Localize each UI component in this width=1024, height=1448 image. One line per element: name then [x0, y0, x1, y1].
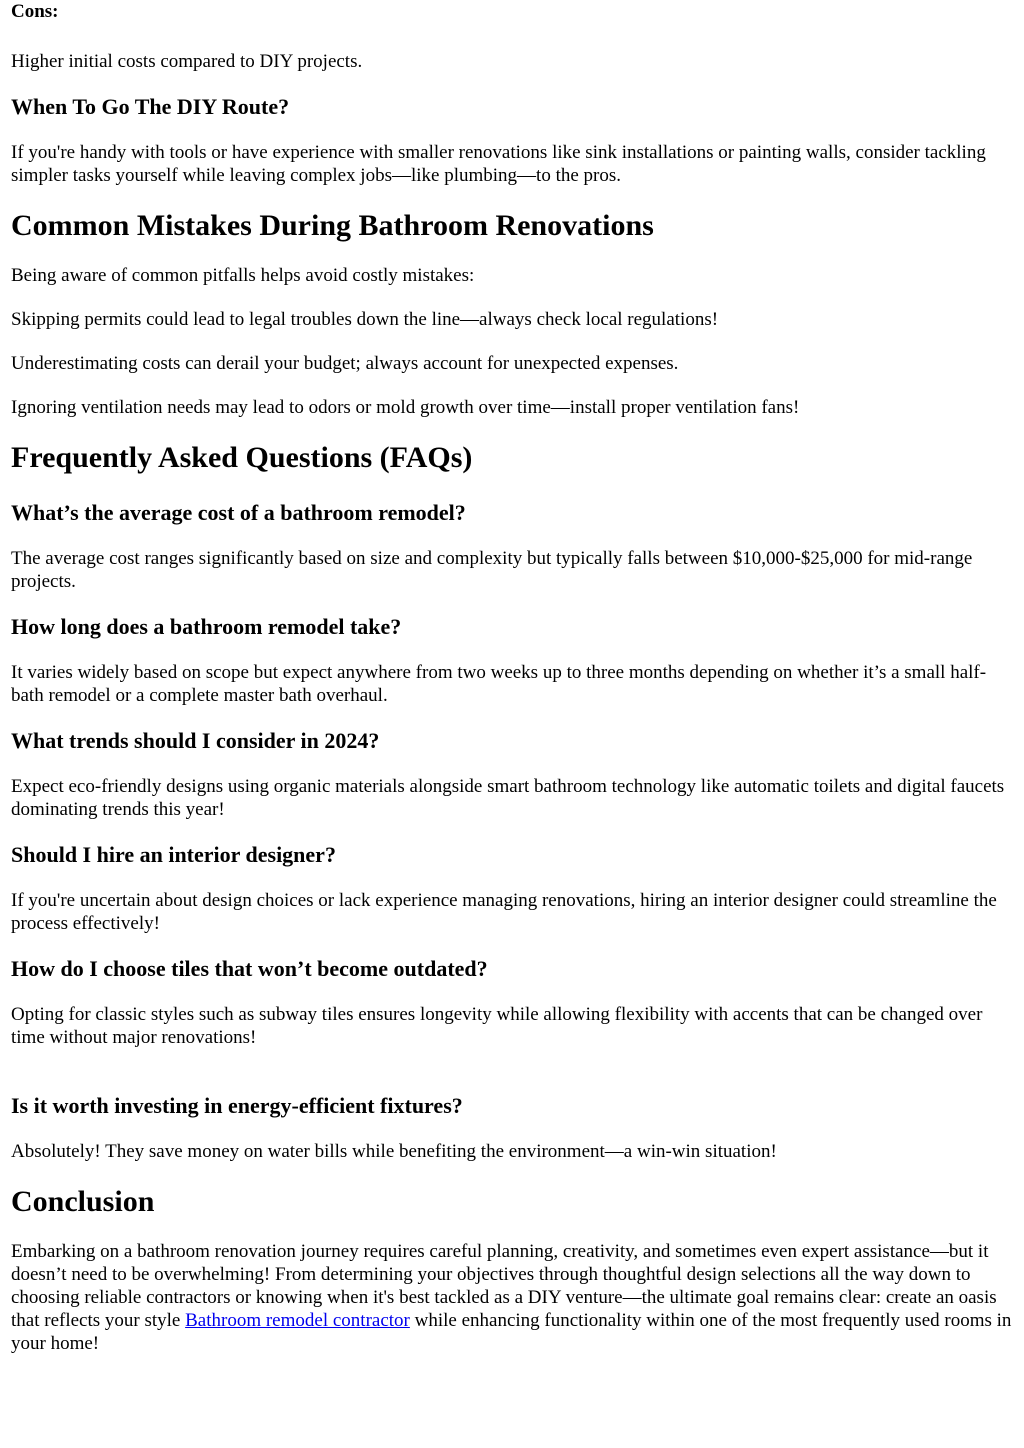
- faq-question: What’s the average cost of a bathroom remodel?: [11, 500, 466, 525]
- mistakes-intro: Being aware of common pitfalls helps avoid costly mistakes:: [11, 265, 475, 286]
- conclusion-text: [11, 1240, 1014, 1355]
- faq-question: Is it worth investing in energy-efficient fixtures?: [11, 1093, 463, 1118]
- bathroom-remodel-contractor-link[interactable]: Bathroom remodel contractor: [185, 1310, 410, 1331]
- mistake-item-costs: Underestimating costs can derail your budget; always account for unexpected expenses.: [11, 353, 679, 374]
- mistakes-heading: Common Mistakes During Bathroom Renovations: [11, 209, 654, 242]
- cons-text: Higher initial costs compared to DIY projects.: [11, 51, 363, 72]
- conclusion-text-before: Embarking on a bathroom renovation journey requires careful planning, creativity, and sometimes even expert assistance—but it doesn’t need to be overwhelming! From determining your objectives through thoughtful design selections all the way down to choosing reliable contractors or knowing when it's best tackled as a DIY venture—the ultimate goal remains clear: create an oasis that reflects your style: [11, 1241, 997, 1331]
- faq-answer: The average cost ranges significantly based on size and complexity but typically falls between $10,000-$25,000 for mid-range projects.: [11, 548, 973, 592]
- faq-question: How long does a bathroom remodel take?: [11, 614, 402, 639]
- faq-answer: Expect eco-friendly designs using organic materials alongside smart bathroom technology like automatic toilets and digital faucets dominating trends this year!: [11, 776, 1005, 820]
- conclusion-heading: Conclusion: [11, 1185, 155, 1218]
- faq-answer: Absolutely! They save money on water bills while benefiting the environment—a win-win situation!: [11, 1141, 777, 1162]
- faq-answer: Opting for classic styles such as subway tiles ensures longevity while allowing flexibility with accents that can be changed over time without major renovations!: [11, 1004, 983, 1048]
- conclusion-text-after: while enhancing functionality within one of the most frequently used rooms in your home!: [11, 1310, 1012, 1354]
- faq-answer: It varies widely based on scope but expect anywhere from two weeks up to three months depending on whether it’s a small half-bath remodel or a complete master bath overhaul.: [11, 662, 987, 706]
- faq-question: What trends should I consider in 2024?: [11, 728, 380, 753]
- cons-label: Cons:: [11, 1, 59, 22]
- diy-text: If you're handy with tools or have experience with smaller renovations like sink installations or painting walls, consider tackling simpler tasks yourself while leaving complex jobs—like plumbing—to the pros.: [11, 142, 986, 186]
- faqs-heading: Frequently Asked Questions (FAQs): [11, 441, 473, 474]
- mistake-item-permits: Skipping permits could lead to legal troubles down the line—always check local regulations!: [11, 309, 719, 330]
- mistake-item-ventilation: Ignoring ventilation needs may lead to odors or mold growth over time—install proper ventilation fans!: [11, 397, 800, 418]
- faq-question: How do I choose tiles that won’t become outdated?: [11, 956, 488, 981]
- faq-answer: If you're uncertain about design choices or lack experience managing renovations, hiring an interior designer could streamline the process effectively!: [11, 890, 997, 934]
- diy-heading: When To Go The DIY Route?: [11, 94, 290, 119]
- faq-question: Should I hire an interior designer?: [11, 842, 336, 867]
